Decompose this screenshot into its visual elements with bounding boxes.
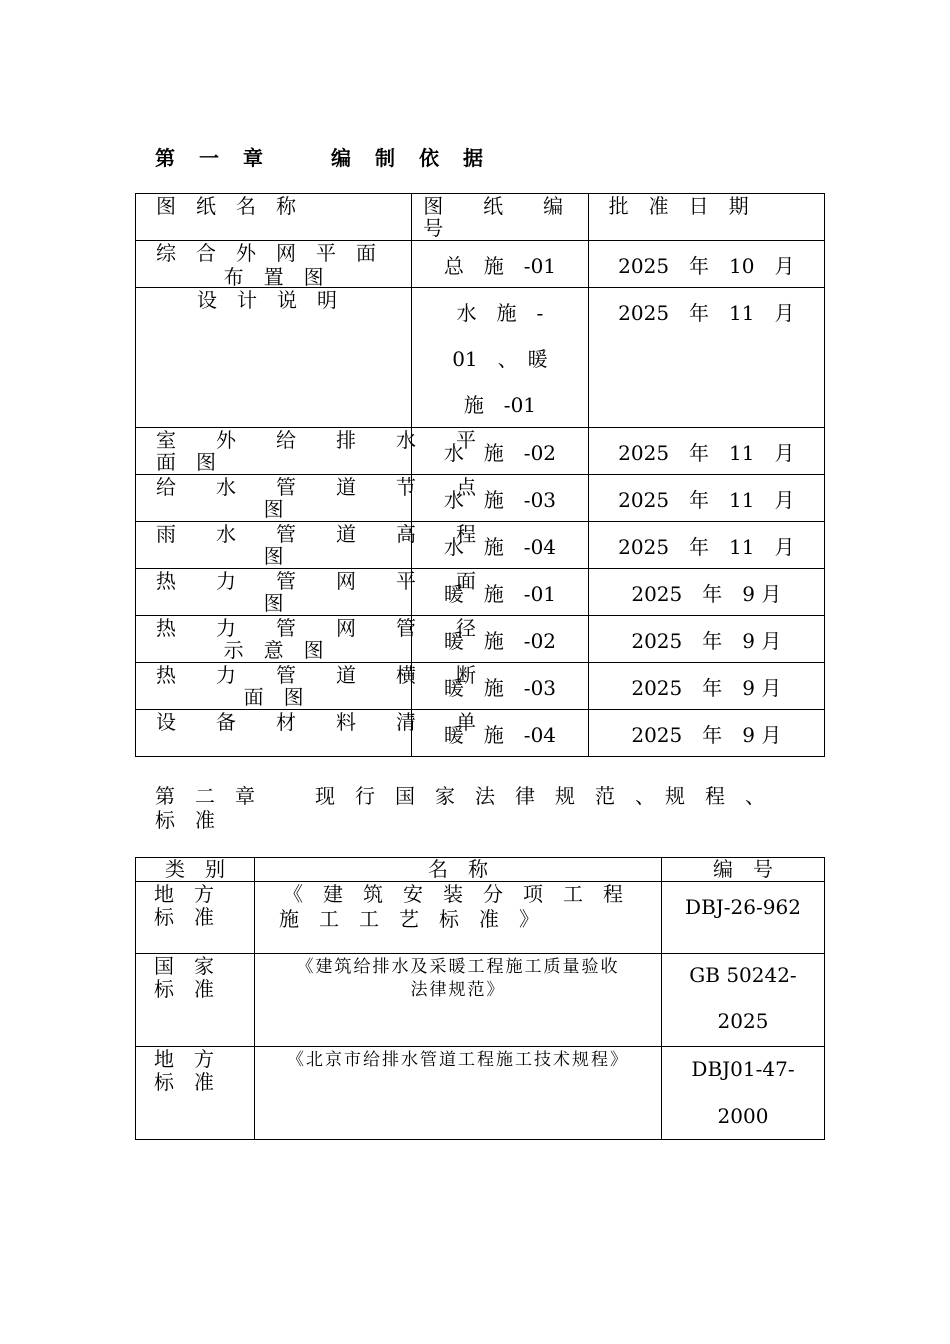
- approval-date: 2025 年 11 月: [618, 301, 795, 325]
- table-row: [136, 475, 825, 522]
- header-category: 类 别: [165, 857, 225, 881]
- approval-date: 2025 年 11 月: [618, 441, 795, 465]
- drawing-name: 室 外 给 排 水 平: [156, 428, 476, 452]
- table-row: [136, 1047, 825, 1140]
- drawing-name-cont: 面 图: [156, 450, 216, 474]
- drawing-number: 水 施 -04: [443, 535, 557, 559]
- drawing-name-cont: 布 置 图: [223, 265, 324, 289]
- drawing-name: 热 力 管 网 平 面: [156, 569, 476, 593]
- drawing-number: 水 施 -02: [443, 441, 557, 465]
- table-row: [136, 954, 825, 1047]
- chapter-2-title-line1: 第 二 章 现 行 国 家 法 律 规 范 、 规 程 、: [155, 784, 765, 808]
- standard-name: 《北京市给排水管道工程施工技术规程》: [287, 1050, 629, 1070]
- table-row: [136, 663, 825, 710]
- standard-name: 《 建 筑 安 装 分 项 工 程: [283, 882, 623, 906]
- drawing-name-cont: 图: [263, 544, 284, 568]
- drawing-number: 水 施 -: [456, 301, 544, 325]
- standard-number: DBJ-26-962: [685, 895, 801, 919]
- header-number: 编 号: [713, 857, 773, 881]
- standard-category: 国 家: [154, 954, 214, 978]
- header-approval-date: 批 准 日 期: [608, 194, 749, 218]
- drawing-name: 热 力 管 网 管 径: [156, 616, 476, 640]
- chapter-2-title-line2: 标 准: [155, 808, 215, 832]
- approval-date: 2025 年 11 月: [618, 488, 795, 512]
- header-drawing-number-cont: 号: [423, 216, 444, 240]
- standards-table: [135, 857, 825, 1140]
- approval-date: 2025 年 9 月: [631, 676, 782, 700]
- header-drawing-number: 图 纸 编: [423, 194, 564, 218]
- approval-date: 2025 年 9 月: [631, 629, 782, 653]
- chapter-2-title: [155, 784, 795, 832]
- table-row: [136, 882, 825, 954]
- drawing-name: 雨 水 管 道 高 程: [156, 522, 476, 546]
- drawing-name: 热 力 管 道 横 断: [156, 663, 476, 687]
- drawing-name: 设 计 说 明: [197, 288, 337, 312]
- approval-date: 2025 年 9 月: [631, 723, 782, 747]
- drawing-name-cont: 面 图: [243, 685, 304, 709]
- table-header-row: [136, 194, 825, 241]
- standard-category: 地 方: [154, 1047, 214, 1071]
- table-row: [136, 569, 825, 616]
- table-row: [136, 522, 825, 569]
- drawing-number: 水 施 -03: [443, 488, 557, 512]
- drawing-name: 给 水 管 道 节 点: [156, 475, 476, 499]
- table-row: [136, 288, 825, 428]
- header-drawing-name: 图 纸 名 称: [156, 194, 296, 218]
- drawing-name-cont: 图: [263, 497, 284, 521]
- table-row: [136, 428, 825, 475]
- drawing-number: 暖 施 -02: [443, 629, 557, 653]
- drawing-number: 暖 施 -04: [443, 723, 557, 747]
- standard-number: DBJ01-47-: [691, 1057, 795, 1081]
- standard-category-cont: 标 准: [154, 905, 214, 929]
- drawing-name: 设 备 材 料 清 单: [156, 710, 476, 734]
- drawing-name-cont: 示 意 图: [223, 638, 324, 662]
- standard-category-cont: 标 准: [154, 977, 214, 1001]
- table-row: [136, 241, 825, 288]
- approval-date: 2025 年 9 月: [631, 582, 782, 606]
- standard-name-cont: 施 工 工 艺 标 准 》: [279, 907, 539, 931]
- standard-category: 地 方: [154, 882, 214, 906]
- header-name: 名 称: [428, 857, 488, 881]
- drawing-number-cont: 01 、 暖: [452, 347, 548, 371]
- standard-name-cont: 法律规范》: [410, 980, 506, 1000]
- standard-number-cont: 2000: [717, 1104, 769, 1128]
- standard-number: GB 50242-: [689, 963, 797, 987]
- table-row: [136, 710, 825, 757]
- chapter-1-title: 第 一 章 编 制 依 据: [155, 146, 485, 170]
- table-row: [136, 616, 825, 663]
- drawing-name-cont: 图: [263, 591, 284, 615]
- table-header-row: [136, 858, 825, 882]
- standard-category-cont: 标 准: [154, 1070, 214, 1094]
- standard-name: 《建筑给排水及采暖工程施工质量验收: [296, 957, 620, 977]
- standard-number-cont: 2025: [717, 1009, 769, 1033]
- drawing-number: 暖 施 -01: [443, 582, 557, 606]
- drawing-number: 总 施 -01: [443, 254, 557, 278]
- drawings-table: [135, 193, 825, 757]
- drawing-number: 暖 施 -03: [443, 676, 557, 700]
- approval-date: 2025 年 11 月: [618, 535, 795, 559]
- drawing-name: 综 合 外 网 平 面: [156, 241, 376, 265]
- approval-date: 2025 年 10 月: [618, 254, 795, 278]
- drawing-number-cont: 施 -01: [463, 393, 537, 417]
